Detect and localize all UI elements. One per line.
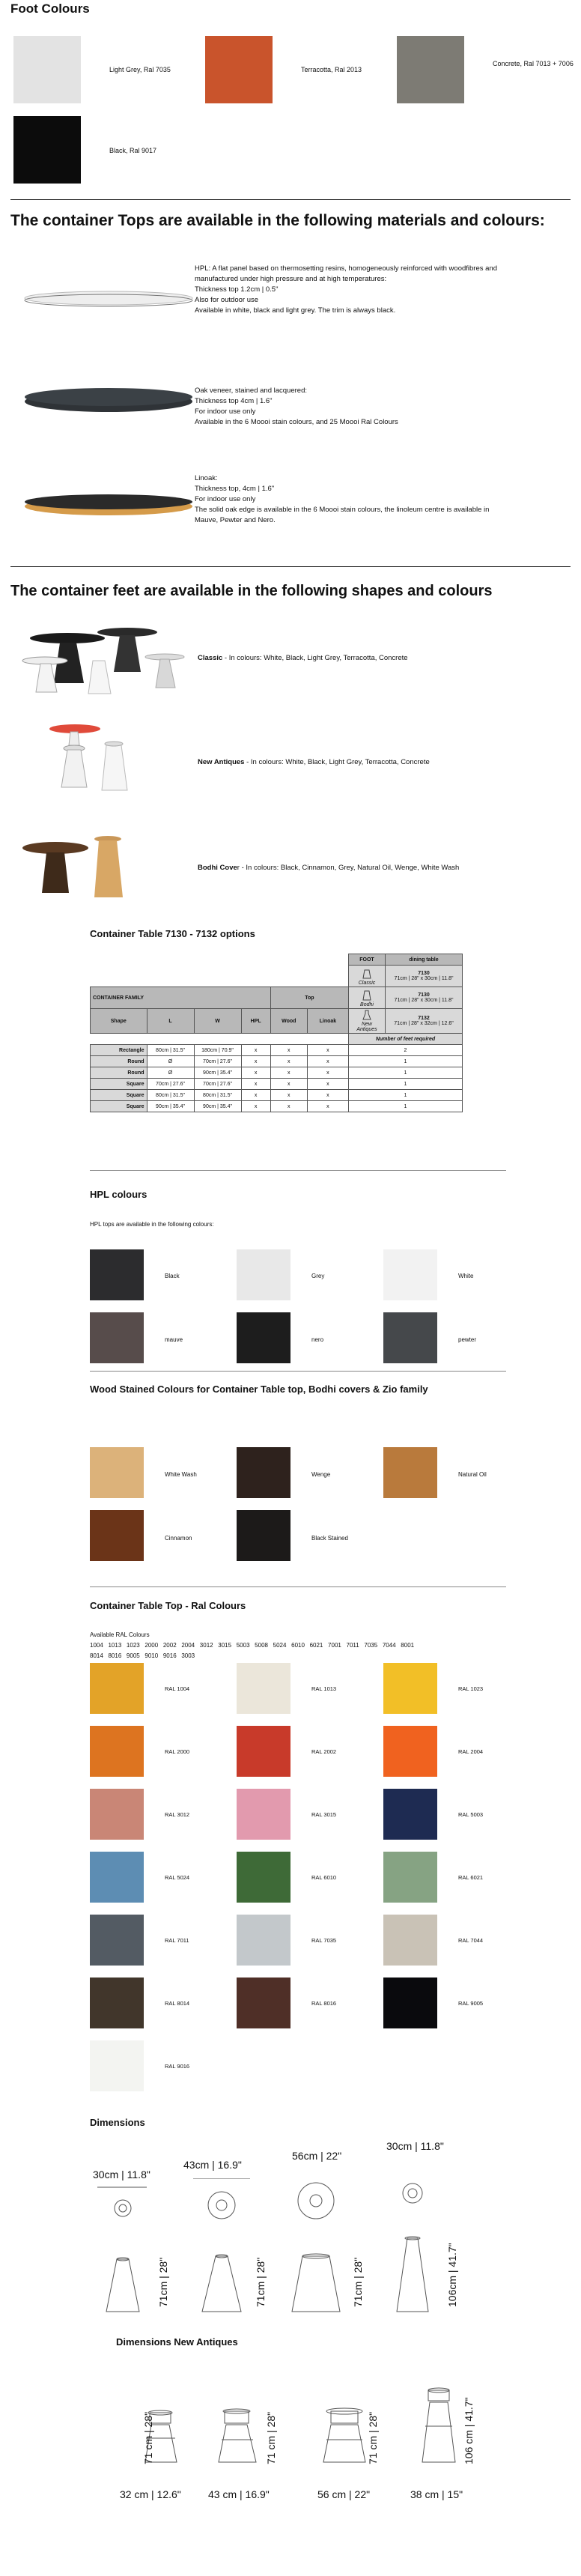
ral-swatch-label: RAL 9016 [165,2063,190,2070]
ral-swatch-label: RAL 1023 [458,1685,484,1692]
ral-swatch-label: RAL 7035 [311,1937,337,1944]
hpl-top-image [22,276,195,321]
wood-swatch-white-wash [90,1447,144,1498]
swatch-label: Black, Ral 9017 [109,147,157,154]
ral-title: Container Table Top - Ral Colours [90,1600,246,1611]
swatch-label: Natural Oil [458,1471,487,1478]
na-width-4: 38 cm | 15" [410,2488,463,2500]
linoak-top-image [22,487,195,524]
ral-codes-line2: 8014 8016 9005 9010 9016 3003 [90,1652,195,1659]
table-row: Round Ø 70cm | 27.6" x x x 1 [91,1056,463,1067]
ral-swatch-label: RAL 7044 [458,1937,484,1944]
new-antiques-feet-text: New Antiques - In colours: White, Black, Light Grey, Terracotta, Concrete [198,758,430,766]
hpl-swatch-white [383,1249,437,1300]
na-height-4: 106 cm | 41.7" [463,2397,475,2464]
na-height-2: 71 cm | 28" [265,2411,277,2464]
swatch-label: White Wash [165,1471,197,1478]
dim-top-4: 30cm | 11.8" [386,2140,444,2152]
divider [10,199,571,200]
ral-swatch [90,1663,144,1714]
options-title: Container Table 7130 - 7132 options [90,928,255,939]
dimensions-title: Dimensions [90,2117,145,2128]
hpl-swatch-grey [237,1249,290,1300]
ral-swatch-label: RAL 3012 [165,1811,190,1818]
foot-bodhi: Bodhi [349,987,386,1009]
ral-swatch [90,1789,144,1840]
ral-swatch [383,1726,437,1777]
hpl-description: HPL: A flat panel based on thermosetting resins, homogeneously reinforced with woodfibres and manufactured under high pressure and at high temperatures: Thickness top 1.2cm | 0.5" Also for outdoor use Available in white, black and light grey. The trim is always black. [195,264,497,315]
ral-swatch [383,1852,437,1903]
wood-swatch-wenge [237,1447,290,1498]
swatch-concrete [397,36,464,103]
na-width-2: 43 cm | 16.9" [208,2488,270,2500]
na-width-3: 56 cm | 22" [317,2488,371,2500]
divider [90,1586,506,1587]
ral-swatch [383,1915,437,1966]
ral-swatch-label: RAL 2002 [311,1748,337,1755]
table-row: Square 80cm | 31.5" 80cm | 31.5" x x x 1 [91,1090,463,1101]
swatch-label: Light Grey, Ral 7035 [109,66,171,73]
classic-feet-image [15,616,195,698]
ral-codes-line1: 1004 1013 1023 2000 2002 2004 3012 3015 5003 5008 5024 6010 6021 7001 7011 7035 7044 8001 [90,1642,415,1649]
ral-swatch [90,1915,144,1966]
new-antiques-drawings [120,2378,509,2476]
ral-swatch [237,1789,290,1840]
swatch-label: Concrete, Ral 7013 + 7006 [493,60,574,67]
ral-swatch-label: RAL 6010 [311,1874,337,1881]
hpl-swatch-mauve [90,1312,144,1363]
wood-title: Wood Stained Colours for Container Table top, Bodhi covers & Zio family [90,1384,428,1395]
ral-swatch-label: RAL 8014 [165,2000,190,2007]
hpl-swatch-pewter [383,1312,437,1363]
bodhi-feet-text: Bodhi Cover - In colours: Black, Cinnamon, Grey, Natural Oil, Wenge, White Wash [198,864,460,872]
na-width-1: 32 cm | 12.6" [120,2488,181,2500]
dim-top-1: 30cm | 11.8" [93,2169,150,2180]
ral-swatch-label: RAL 9005 [458,2000,484,2007]
swatch-label: Cinnamon [165,1535,192,1542]
dim-top-2: 43cm | 16.9" [183,2159,242,2171]
swatch-label: Grey [311,1273,325,1279]
foot-classic: Classic [349,966,386,987]
ral-swatch-label: RAL 8016 [311,2000,337,2007]
hpl-swatch-nero [237,1312,290,1363]
ral-swatch [237,1663,290,1714]
table-row: Round Ø 90cm | 35.4" x x x 1 [91,1067,463,1079]
divider [10,566,571,567]
swatch-black [13,116,81,184]
swatch-label: nero [311,1336,324,1343]
swatch-label: Terracotta, Ral 2013 [301,66,362,73]
ral-swatch [237,1978,290,2028]
wood-swatch-cinnamon [90,1510,144,1561]
swatch-terracotta [205,36,273,103]
table-row: Rectangle 80cm | 31.5" 180cm | 70.9" x x x 2 [91,1045,463,1056]
foot-new-antiques: New Antiques [349,1009,386,1034]
divider [90,1371,506,1372]
hpl-title: HPL colours [90,1189,147,1200]
ral-swatch [90,2040,144,2091]
dim-height-4: 106cm | 41.7" [446,2243,458,2307]
feet-title: The container feet are available in the following shapes and colours [10,583,493,599]
na-height-3: 71 cm | 28" [367,2411,379,2464]
new-antiques-feet-image [37,715,157,798]
hpl-subtitle: HPL tops are available in the following colours: [90,1221,214,1228]
ral-swatch [383,1789,437,1840]
classic-feet-text: Classic - In colours: White, Black, Light Grey, Terracotta, Concrete [198,654,408,662]
ral-swatch [90,1726,144,1777]
ral-swatch [90,1852,144,1903]
divider [90,1170,506,1171]
dim-height-3: 71cm | 28" [352,2257,364,2307]
options-table: FOOT dining table Classic 7130 71cm | 28" x 30cm | 11.8" CONTAINER FAMILY Top Bodhi 7130 71cm | 28" x 30cm | 11.8" Shape L W HPL Wood Linoak New Antiques 7132 71cm | 28" x 32cm | 12.6" Number of feet required Rectangle 80cm | 31.5" 180cm | 70.9" x x x 2 Round Ø 70cm | 27.6" x x x 1 Round Ø 90cm | 35.4" x x x 1 Square 70cm | 27.6" 70cm | 27.6" x x x 1 Square 80cm | 31.5" 80cm | 31.5" x x x 1 Square 90cm | 35.4" 90cm | 35.4" x x x 1 [90,954,463,1112]
table-row: Square 90cm | 35.4" 90cm | 35.4" x x x 1 [91,1101,463,1112]
swatch-light-grey [13,36,81,103]
ral-swatch-label: RAL 5003 [458,1811,484,1818]
ral-swatch-label: RAL 7011 [165,1937,189,1944]
ral-swatch [237,1915,290,1966]
wood-swatch-black-stained [237,1510,290,1561]
dimensions-na-title: Dimensions New Antiques [116,2336,238,2348]
table-row: Square 70cm | 27.6" 70cm | 27.6" x x x 1 [91,1079,463,1090]
dim-top-3: 56cm | 22" [292,2150,342,2162]
oak-description: Oak veneer, stained and lacquered: Thickness top 4cm | 1.6" For indoor use only Available in the 6 Moooi stain colours, and 25 Moooi Ral Colours [195,387,398,426]
ral-swatch-label: RAL 2004 [458,1748,484,1755]
hpl-swatch-black [90,1249,144,1300]
oak-top-image [22,382,195,419]
ral-swatch-label: RAL 3015 [311,1811,337,1818]
ral-swatch-label: RAL 2000 [165,1748,190,1755]
swatch-label: Black Stained [311,1535,348,1542]
swatch-label: Wenge [311,1471,331,1478]
foot-colours-title: Foot Colours [10,1,90,16]
ral-swatch-label: RAL 5024 [165,1874,190,1881]
swatch-label: Black [165,1273,180,1279]
ral-swatch [237,1726,290,1777]
bodhi-feet-image [16,824,166,903]
na-height-1: 71 cm | 28" [142,2411,154,2464]
tops-title: The container Tops are available in the following materials and colours: [10,212,545,229]
ral-swatch-label: RAL 1004 [165,1685,190,1692]
ral-available: Available RAL Colours [90,1631,150,1638]
wood-swatch-natural-oil [383,1447,437,1498]
swatch-label: White [458,1273,474,1279]
ral-swatch [237,1852,290,1903]
swatch-label: pewter [458,1336,477,1343]
ral-swatch [90,1978,144,2028]
ral-swatch-label: RAL 1013 [311,1685,337,1692]
ral-swatch [383,1978,437,2028]
ral-swatch-label: RAL 6021 [458,1874,484,1881]
dimension-drawings [90,2178,494,2321]
swatch-label: mauve [165,1336,183,1343]
ral-swatch [383,1663,437,1714]
dim-height-1: 71cm | 28" [157,2257,169,2307]
dim-height-2: 71cm | 28" [255,2257,267,2307]
linoak-description: Linoak: Thickness top, 4cm | 1.6" For indoor use only The solid oak edge is available in the 6 Moooi stain colours, the linoleum centre is available in Mauve, Pewter and Nero. [195,474,490,524]
